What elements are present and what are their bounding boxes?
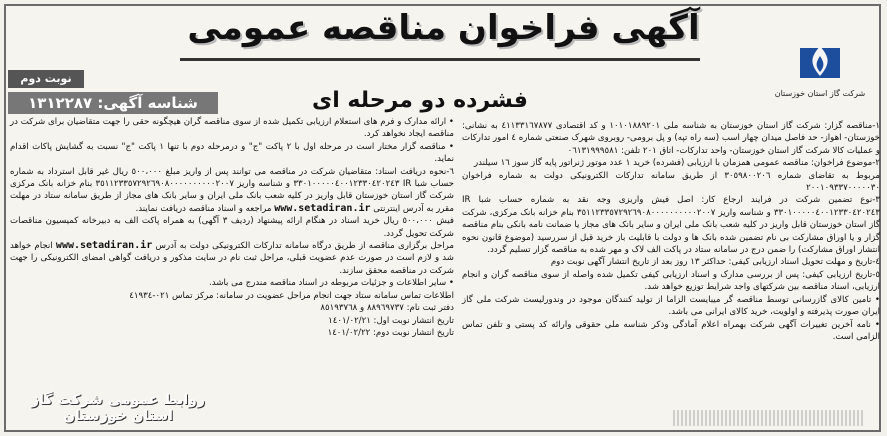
- gas-flame-icon: [770, 40, 870, 90]
- ad-title: آگهی فراخوان مناقصه عمومی: [187, 8, 700, 48]
- contact-info: اطلاعات تماس سامانه ستاد جهت انجام مراحل عضویت در سامانه: مرکز تماس ٠٢١-٤١٩٣٤: [129, 290, 454, 301]
- vendor-note: • تامین کالای گازرسانی توسط مناقصه گر میبایست الزاما از تولید کنندگان موجود در وندورلیست شرکت ملی گاز ایران صورت پذیرفته و اولویت، خرید کالای ایرانی می باشد.: [462, 294, 880, 318]
- company-logo: [770, 40, 870, 120]
- receipt-note: فیش ٥٠٠،٠٠٠ ریال خرید اسناد در هنگام ارائه پیشنهاد (ردیف ٣ آگهی) به همراه پاکت الف به دبیرخانه کمیسیون مناقصات شرکت تحویل گردد.: [10, 216, 455, 239]
- tenderer-paragraph: ١-مناقصه گزار: شرکت گاز استان خوزستان به شناسه ملی ١٠١٠١٨٨٩٢٠١ و کد اقتصادی ٤١١٣٣١٦٧٨٧٧ به نشانی: خوزستان- اهواز- حد فاصل میدان چهار اسب (سه راه تپه) و پل برومی- روبروی شهرک صنعتی شماره ٤ امور تدارکات و عملیات کالا شرکت گاز استان خوزستان- واحد تدارکات- اتاق ٢٠١ تلفن: ٠٦١٣١٩٩٩٥٨١: [462, 121, 880, 156]
- other-info: • سایر اطلاعات و جزئیات مربوطه در اسناد مناقصه مندرج می باشد.: [209, 278, 454, 289]
- edition-badge: نوبت دوم: [8, 70, 84, 88]
- first-publish-date: تاریخ انتشار نوبت اول: ١٤٠١/٠٢/٢١: [328, 315, 454, 326]
- tender-type-heading: فشرده دو مرحله ای: [312, 88, 528, 113]
- procedure-paragraph: [10, 240, 454, 277]
- evaluation-paragraph: ٥-تاریخ ارزیابی کیفی: پس از بررسی مدارک و اسناد ارزیابی کیفی تکمیل شده واصله از سوی مناقصه گران و انجام ارزیابی، اسناد مناقصه بین شرکتهای واجد شرایط توزیع خواهد شد.: [462, 269, 880, 293]
- envelope-note: • مناقصه گزار مختار است در مرحله اول با ٢ پاکت "ج" و درمرحله دوم با تنها ١ پاکت "ج" نسبت به گشایش پاکات اقدام نماید.: [10, 141, 454, 165]
- deadline-paragraph: ٤-تاریخ و مهلت تحویل اسناد ارزیابی کیفی: حداکثر ١٣ روز بعد از تاریخ انتشار آگهی نوبت دوم: [550, 257, 880, 268]
- title-underline: [180, 58, 700, 61]
- registration-office: دفتر ثبت نام: ٨٨٩٦٩٧٣٧ و ٨٥١٩٣٧٦٨: [320, 303, 454, 314]
- receive-docs-paragraph: [10, 166, 454, 216]
- receive-docs-text: ٦-نحوه دریافت اسناد: متقاضیان شرکت در مناقصه می توانند پس از واریز مبلغ ٥٠٠،٠٠٠ ریال غیر قابل استرداد به شماره حساب شبا IR ٣٣٠١٠٠٠٠٠٤٠٠١٢٣٣٠٤٢٠٢٤٣ و شناسه واریز ٣٥١١٢٣٣٥٧٢٩٢٦٩٠٨٠٠٠٠٠٠٠٠٠٠٢٠٠٧ بنام خزانه بانک مرکزی شرکت گاز استان خوزستان قابل واریز در کلیه شعب بانک ملی ایران و سایر بانک های مجاز از طریق سامانه ستاد در مهلت مقرر به آدرس اینترنتی: [10, 166, 454, 214]
- ad-id-label: شناسه آگهی: ١٣١٢٢٨٧: [8, 92, 218, 114]
- receive-docs-tail: مراجعه و اسناد مناقصه دریافت نمایند.: [135, 203, 272, 214]
- setad-link-2[interactable]: www.setadiran.ir: [55, 240, 153, 252]
- second-publish-date: تاریخ انتشار نوبت دوم: ١٤٠١/٠٢/٢٢: [327, 327, 454, 338]
- procedure-text: مراحل برگزاری مناقصه از طریق درگاه سامانه تدارکات الکترونیکی دولت به آدرس: [155, 241, 454, 252]
- public-relations-signature: روابط عمومی شرکت گاز استان خوزستان: [31, 392, 205, 424]
- request-paragraph: مربوط به تقاضای شماره ٣٠٥٩٨٠٠٢٠٦ از طریق سامانه تدارکات الکترونیکی دولت به شماره فراخوان ٢٠٠١٠٩٣٣٧٠٠٠٠٠٣٠: [462, 170, 880, 194]
- logo-label: شرکت گاز استان خوزستان: [774, 89, 866, 98]
- guarantee-paragraph: ٣-نوع تضمین شرکت در فرایند ارجاع کار: اصل فیش واریزی وجه نقد به شماره حساب شبا IR ٣٣٠١٠٠٠٠٠٤٠٠١٢٣٣٠٤٢٠٢٤٣ و شناسه واریز ٣٥١١٢٣٣٥٧٢٩٢٦٩٠٨٠٠٠٠٠٠٠٠٠٠٢٠٠٧ بنام خزانه بانک مرکزی، شرکت گاز استان خوزستان قابل واریز در کلیه شعب بانک ملی ایران و سایر بانک های مجاز یا ضمانت نامه بانکی بنام مناقصه گزار و یا اوراق مشارکت بی نام تضمین شده بانک ها و دولت با قابلیت باز خرید قبل از سررسید (موضوع قانون نحوه انتشار اوراق مشارکت) را ضمن درج در سامانه ستاد در پاکت الف لاک و مهر شده به مناقصه گزار تسلیم گردد.: [462, 195, 880, 256]
- setad-link[interactable]: www.setadiran.ir: [274, 202, 371, 214]
- subject-paragraph: ٢-موضوع فراخوان: مناقصه عمومی همزمان با ارزیابی (فشرده) خرید ١ عدد موتور ژنراتور پایه گاز سوز ١٦ سیلندر: [473, 158, 880, 169]
- letter-note: • نامه آخرین تغییرات آگهی شرکت بهمراه اعلام آمادگی وذکر شناسه ملی حقوقی وارائه کد پستی و تلفن تماس الزامی است.: [462, 319, 880, 342]
- right-column: [462, 120, 880, 343]
- procedure-tail: انجام خواهد شد و لازم است در صورت عدم عضویت قبلی، مراحل ثبت نام در سایت مذکور و دریافت گواهی امضای الکترونیکی را جهت شرکت در مناقصه محقق سازند.: [10, 241, 454, 276]
- left-column: [10, 116, 454, 339]
- decorative-pattern: [673, 410, 863, 426]
- docs-note: • ارائه مدارک و فرم های استعلام ارزیابی تکمیل شده از سوی مناقصه گران هیچگونه حقی را جهت متقاضیان برای شرکت در مناقصه ایجاد نخواهد کرد.: [10, 117, 454, 140]
